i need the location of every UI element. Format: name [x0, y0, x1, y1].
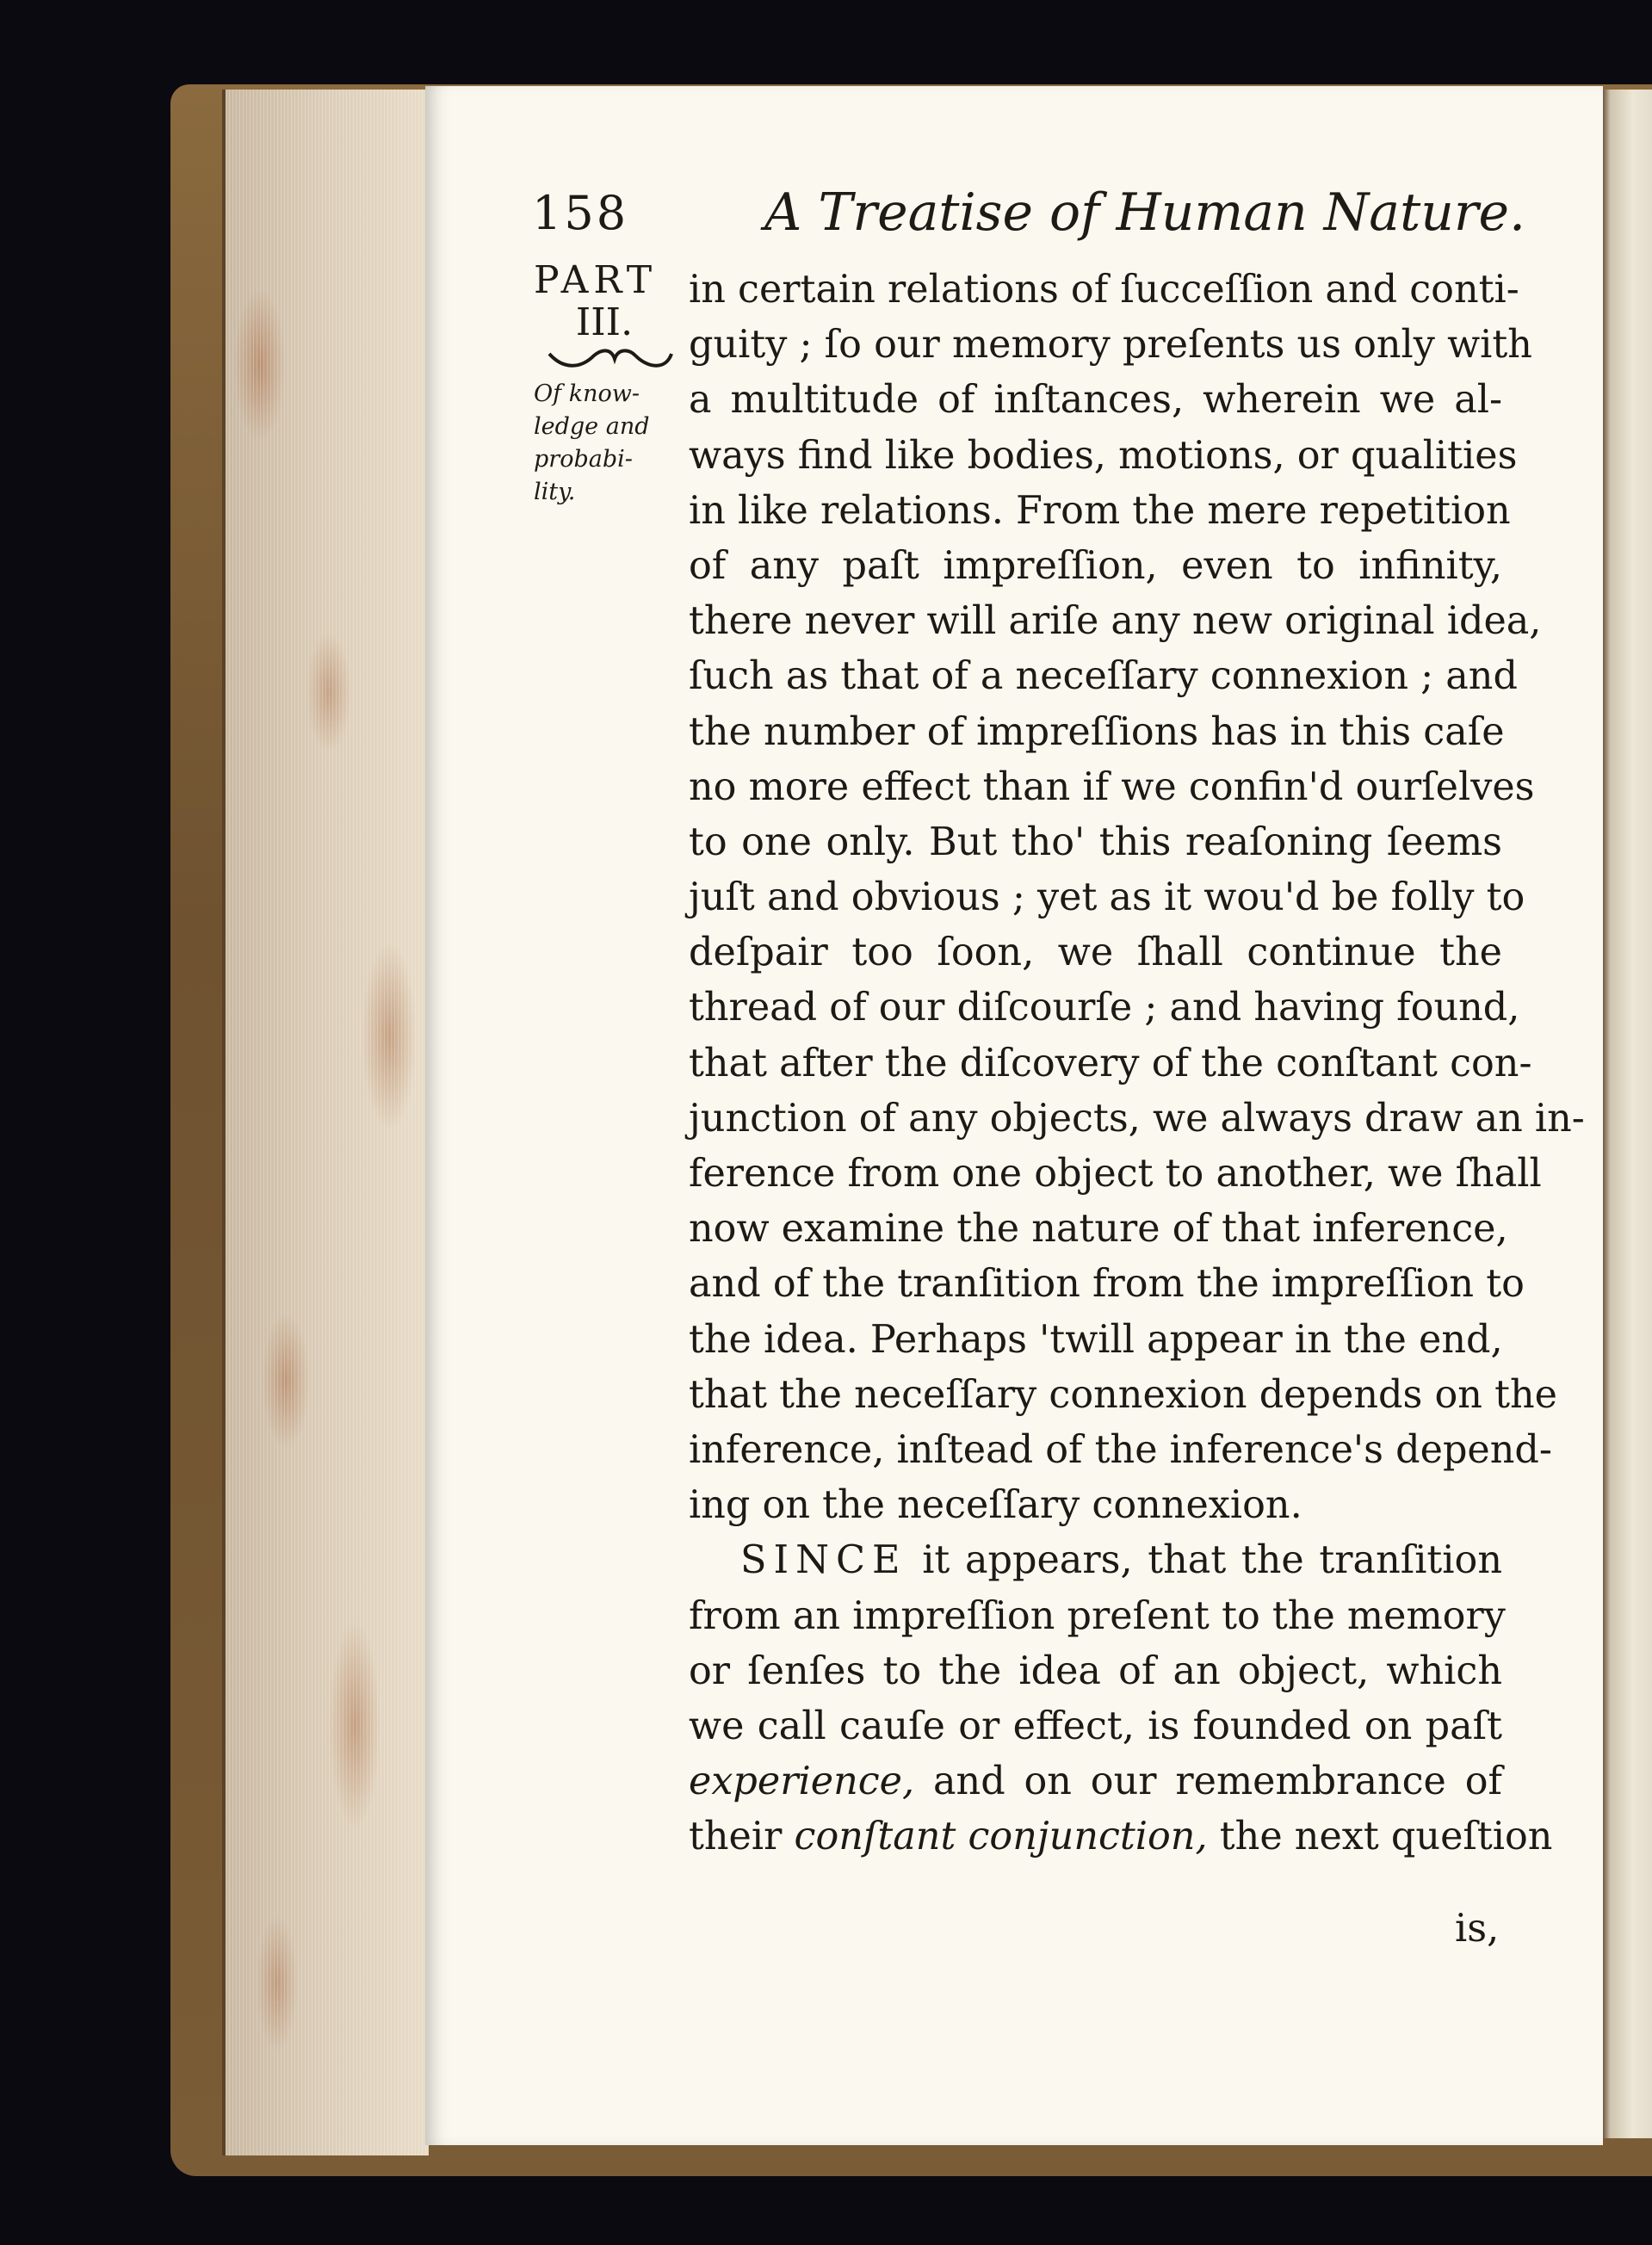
running-title: A Treatise of Human Nature. — [764, 182, 1526, 243]
text-line: to one only. But tho' this reaſoning ſeems — [689, 819, 1502, 864]
text-line: thread of our diſcourſe ; and having found, — [689, 986, 1520, 1030]
text-line: in like relations. From the mere repetition — [689, 488, 1511, 533]
italic-constant-conjunction: conſtant conjunction, — [794, 1815, 1208, 1859]
text-line — [689, 1809, 1553, 1865]
text-line: or ſenſes to the idea of an object, which — [689, 1648, 1502, 1693]
catchword: is, — [1455, 1907, 1500, 1951]
text-line: ing on the neceſſary connexion. — [689, 1483, 1302, 1528]
text-line: of any paſt impreſſion, even to infinity, — [689, 543, 1502, 588]
text-line: there never will ariſe any new original idea, — [689, 599, 1542, 644]
text-segment: and on our remembrance of — [933, 1760, 1502, 1804]
side-note-line: Of know- — [534, 380, 640, 407]
text-line: that after the diſcovery of the conſtant con- — [689, 1041, 1532, 1085]
page-edges — [222, 90, 429, 2155]
text-line: now examine the nature of that inference, — [689, 1207, 1508, 1252]
text-line: deſpair too ſoon, we ſhall continue the — [689, 931, 1502, 975]
text-line: ference from one object to another, we ſhall — [689, 1152, 1542, 1196]
side-note-line: lity. — [534, 479, 576, 505]
text-line: the idea. Perhaps 'twill appear in the end, — [689, 1317, 1503, 1362]
text-line: in certain relations of ſucceſſion and conti- — [689, 268, 1519, 312]
text-line: ways find like bodies, motions, or qualities — [689, 433, 1518, 478]
margin-note — [534, 258, 680, 509]
text-line: ſuch as that of a neceſſary connexion ; and — [689, 654, 1518, 699]
part-label: PART — [534, 258, 658, 302]
text-segment: their — [689, 1815, 783, 1859]
text-line: and of the tranſition from the impreſſion to — [689, 1262, 1525, 1307]
running-head — [532, 182, 1526, 260]
facing-page-edge — [1603, 90, 1652, 2138]
text-line: we call cauſe or effect, is founded on paſt — [689, 1704, 1502, 1748]
part-number: III. — [575, 300, 634, 344]
body-text — [689, 263, 1585, 1865]
text-line: that the neceſſary connexion depends on the — [689, 1372, 1557, 1417]
text-line: from an impreſſion preſent to the memory — [689, 1593, 1506, 1638]
text-line — [689, 1754, 1502, 1809]
italic-experience: experience, — [689, 1760, 915, 1804]
ornament-icon — [546, 347, 675, 373]
side-note-line: ledge and — [534, 413, 650, 440]
text-line: the number of impreſſions has in this caſe — [689, 709, 1505, 754]
text-line: no more effect than if we confin'd ourſelves — [689, 764, 1535, 809]
text-line: inference, inſtead of the inference's depend- — [689, 1427, 1552, 1472]
text-segment: the next queſtion — [1219, 1815, 1553, 1859]
text-line: juſt and obvious ; yet as it wou'd be folly to — [689, 875, 1525, 920]
page-number: 158 — [532, 186, 629, 240]
text-line: a multitude of inſtances, wherein we al- — [689, 378, 1502, 423]
text-line: guity ; ſo our memory preſents us only with — [689, 323, 1532, 368]
paragraph-lead: SINCE — [740, 1538, 907, 1583]
side-note-line: probabi- — [534, 446, 633, 473]
text-line: junction of any objects, we always draw an in- — [689, 1096, 1585, 1141]
paragraph-first-line — [689, 1533, 1502, 1588]
side-note — [534, 378, 680, 509]
paragraph-first-line-text: it appears, that the tranſition — [922, 1538, 1502, 1583]
